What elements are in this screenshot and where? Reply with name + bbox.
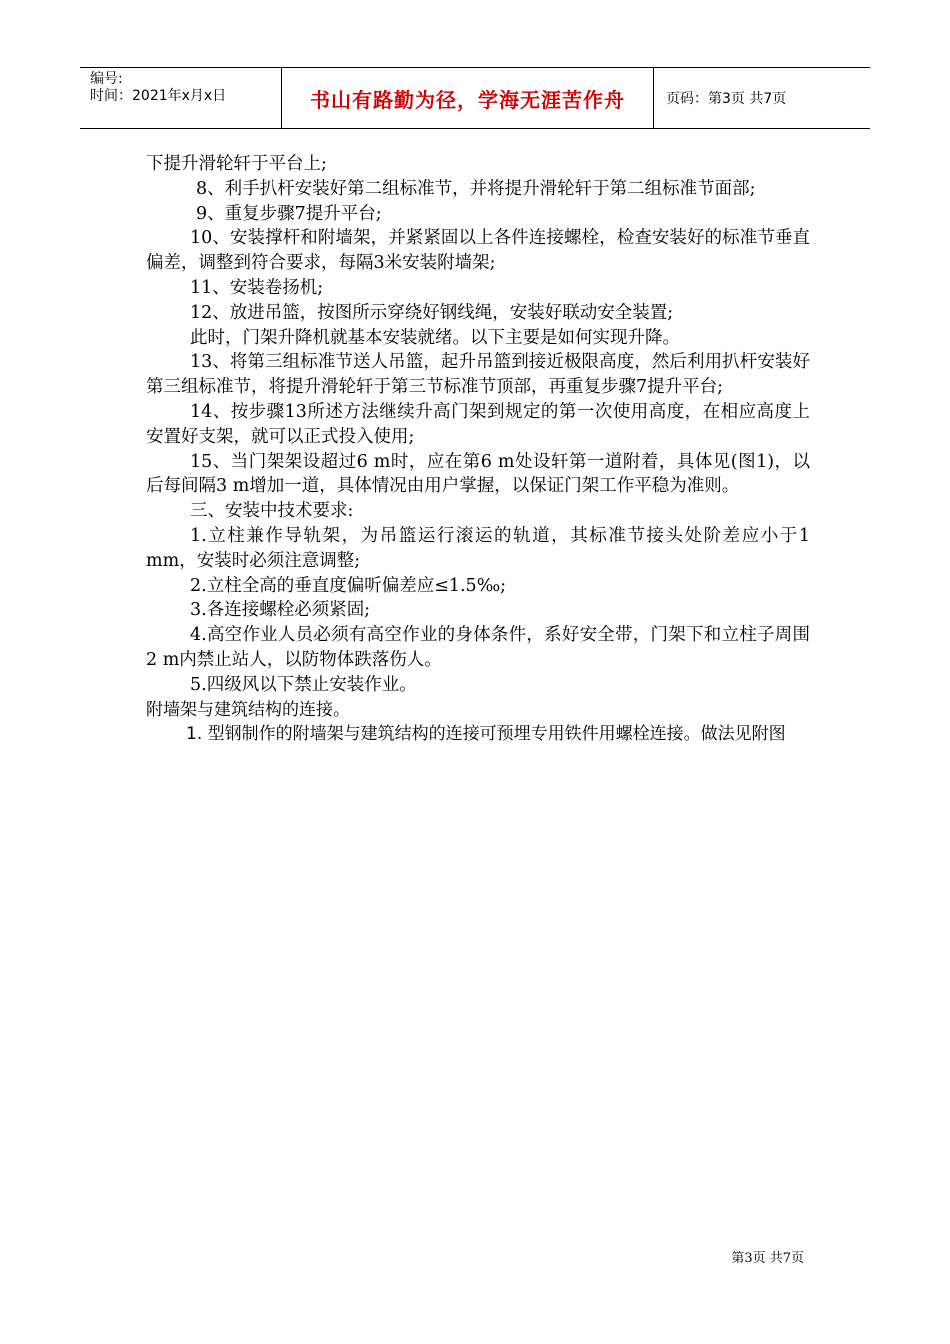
paragraph: 11、安装卷扬机; xyxy=(190,277,324,298)
paragraph: 1. 型钢制作的附墙架与建筑结构的连接可预埋专用铁件用螺栓连接。做法见附图 xyxy=(186,724,786,745)
paragraph: 2.立柱全高的垂直度偏听偏差应≤1.5‰; xyxy=(190,575,507,596)
page-footer xyxy=(731,1247,804,1266)
paragraph: 12、放进吊篮，按图所示穿绕好钢线绳，安装好联动安全装置; xyxy=(190,302,674,323)
section-heading: 附墙架与建筑结构的连接。 xyxy=(146,699,350,720)
paragraph: 9、重复步骤7提升平台; xyxy=(196,203,382,224)
header-page-info-cell xyxy=(654,68,870,128)
paragraph: 13、将第三组标准节送人吊篮，起升吊篮到接近极限高度，然后利用扒杆安装好第三组标准节，将提升滑轮轩于第三节标准节顶部，再重复步骤7提升平台; xyxy=(146,352,810,398)
paragraph: 下提升滑轮轩于平台上; xyxy=(146,154,327,174)
footer-page-number: 第3页 共7页 xyxy=(731,1251,804,1266)
paragraph: 此时，门架升降机就基本安装就绪。以下主要是如何实现升降。 xyxy=(190,327,680,348)
header-meta xyxy=(80,68,282,128)
paragraph: 10、安装撑杆和附墙架，并紧紧固以上各件连接螺栓，检查安装好的标准节垂直偏差，调整到符合要求，每隔3米安装附墙架; xyxy=(146,228,810,274)
section-heading: 三、安装中技术要求: xyxy=(190,501,354,522)
document-body xyxy=(146,152,810,747)
motto: 书山有路勤为径，学海无涯苦作舟 xyxy=(310,87,625,112)
page-info: 页码：第3页 共7页 xyxy=(666,91,787,107)
header-motto-cell xyxy=(282,68,654,128)
paragraph: 3.各连接螺栓必须紧固; xyxy=(190,600,371,621)
paragraph: 14、按步骤13所述方法继续升高门架到规定的第一次使用高度，在相应高度上安置好支架，就可以正式投入使用; xyxy=(146,401,810,447)
page-header xyxy=(80,67,870,129)
paragraph: 5.四级风以下禁止安装作业。 xyxy=(190,674,417,695)
paragraph: 1.立柱兼作导轨架，为吊篮运行滚运的轨道，其标准节接头处阶差应小于1 mm，安装时必须注意调整; xyxy=(146,525,810,571)
date-line: 时间：2021年x月x日 xyxy=(90,88,227,104)
serial-label: 编号: xyxy=(90,71,123,87)
paragraph: 15、当门架架设超过6 m时，应在第6 m处设轩第一道附着，具体见(图1)，以后每间隔3 m增加一道，具体情况由用户掌握，以保证门架工作平稳为准则。 xyxy=(146,451,810,497)
paragraph: 4.高空作业人员必须有高空作业的身体条件，系好安全带，门架下和立柱子周围2 m内禁止站人，以防物体跌落伤人。 xyxy=(146,625,810,670)
paragraph: 8、利手扒杆安装好第二组标准节，并将提升滑轮轩于第二组标准节面部; xyxy=(196,178,756,199)
